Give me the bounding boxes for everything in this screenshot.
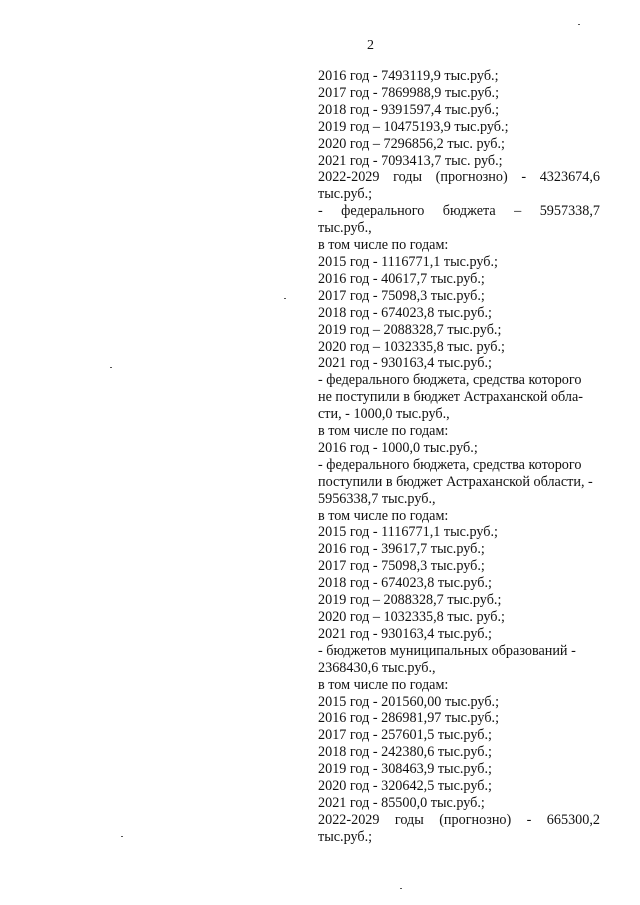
text-line: 2022-2029 годы (прогнозно) - 4323674,6	[318, 169, 600, 186]
text-line: 2019 год – 2088328,7 тыс.руб.;	[318, 321, 502, 338]
text-line: - федерального бюджета, средства которого	[318, 456, 582, 473]
text-line: 2016 год - 39617,7 тыс.руб.;	[318, 541, 485, 558]
text-line: 2020 год – 1032335,8 тыс. руб.;	[318, 338, 505, 355]
text-line: тыс.руб.,	[318, 220, 372, 237]
text-line: 2016 год - 40617,7 тыс.руб.;	[318, 270, 485, 287]
scan-speck	[578, 24, 580, 25]
text-line: 2020 год - 320642,5 тыс.руб.;	[318, 778, 492, 795]
text-line: 5956338,7 тыс.руб.,	[318, 490, 436, 507]
text-line: 2015 год - 1116771,1 тыс.руб.;	[318, 524, 498, 541]
text-line: 2020 год – 1032335,8 тыс. руб.;	[318, 609, 505, 625]
text-line: 2016 год - 286981,97 тыс.руб.;	[318, 710, 500, 727]
funding-text-block	[318, 68, 600, 846]
text-line: 2021 год - 930163,4 тыс.руб.;	[318, 355, 492, 372]
text-line: тыс.руб.;	[318, 828, 373, 845]
text-line: 2016 год - 7493119,9 тыс.руб.;	[318, 68, 499, 84]
text-line: в том числе по годам:	[318, 237, 449, 254]
text-line: 2017 год - 75098,3 тыс.руб.;	[318, 558, 485, 575]
text-line: - федерального бюджета – 5957338,7	[318, 203, 600, 220]
text-line: 2020 год – 7296856,2 тыс. руб.;	[318, 135, 505, 152]
text-line: - бюджетов муниципальных образований -	[318, 642, 576, 659]
text-line: 2018 год - 242380,6 тыс.руб.;	[318, 744, 492, 761]
text-line: 2021 год - 7093413,7 тыс. руб.;	[318, 152, 503, 169]
text-line: сти, - 1000,0 тыс.руб.,	[318, 406, 450, 423]
text-line: 2016 год - 1000,0 тыс.руб.;	[318, 439, 478, 456]
text-line: в том числе по годам:	[318, 507, 449, 524]
text-line: 2019 год – 10475193,9 тыс.руб.;	[318, 118, 509, 135]
text-line: 2019 год - 308463,9 тыс.руб.;	[318, 761, 492, 778]
text-line: 2017 год - 257601,5 тыс.руб.;	[318, 727, 492, 744]
text-line: 2368430,6 тыс.руб.,	[318, 659, 436, 676]
text-line: в том числе по годам:	[318, 423, 449, 440]
text-line: 2018 год - 674023,8 тыс.руб.;	[318, 575, 492, 592]
scan-speck	[284, 298, 286, 299]
page-number: 2	[367, 38, 374, 53]
text-line: 2018 год - 674023,8 тыс.руб.;	[318, 304, 492, 321]
scan-speck	[110, 367, 112, 368]
text-line: поступили в бюджет Астраханской области, -	[318, 473, 593, 490]
text-line: 2015 год - 201560,00 тыс.руб.;	[318, 693, 500, 710]
text-line: 2022-2029 годы (прогнозно) - 665300,2	[318, 811, 600, 828]
text-line: 2017 год - 75098,3 тыс.руб.;	[318, 287, 485, 304]
text-line: 2017 год - 7869988,9 тыс.руб.;	[318, 84, 500, 101]
text-line: 2018 год - 9391597,4 тыс.руб.;	[318, 101, 500, 118]
text-line: не поступили в бюджет Астраханской обла-	[318, 389, 584, 406]
text-line: тыс.руб.;	[318, 186, 373, 203]
text-line: 2021 год - 930163,4 тыс.руб.;	[318, 625, 492, 642]
text-line: 2019 год – 2088328,7 тыс.руб.;	[318, 592, 502, 609]
scan-speck	[400, 888, 402, 889]
text-line: 2015 год - 1116771,1 тыс.руб.;	[318, 253, 498, 270]
text-line: 2021 год - 85500,0 тыс.руб.;	[318, 794, 485, 811]
text-line: - федерального бюджета, средства которого	[318, 372, 582, 389]
scan-speck	[121, 836, 123, 837]
text-line: в том числе по годам:	[318, 676, 449, 693]
